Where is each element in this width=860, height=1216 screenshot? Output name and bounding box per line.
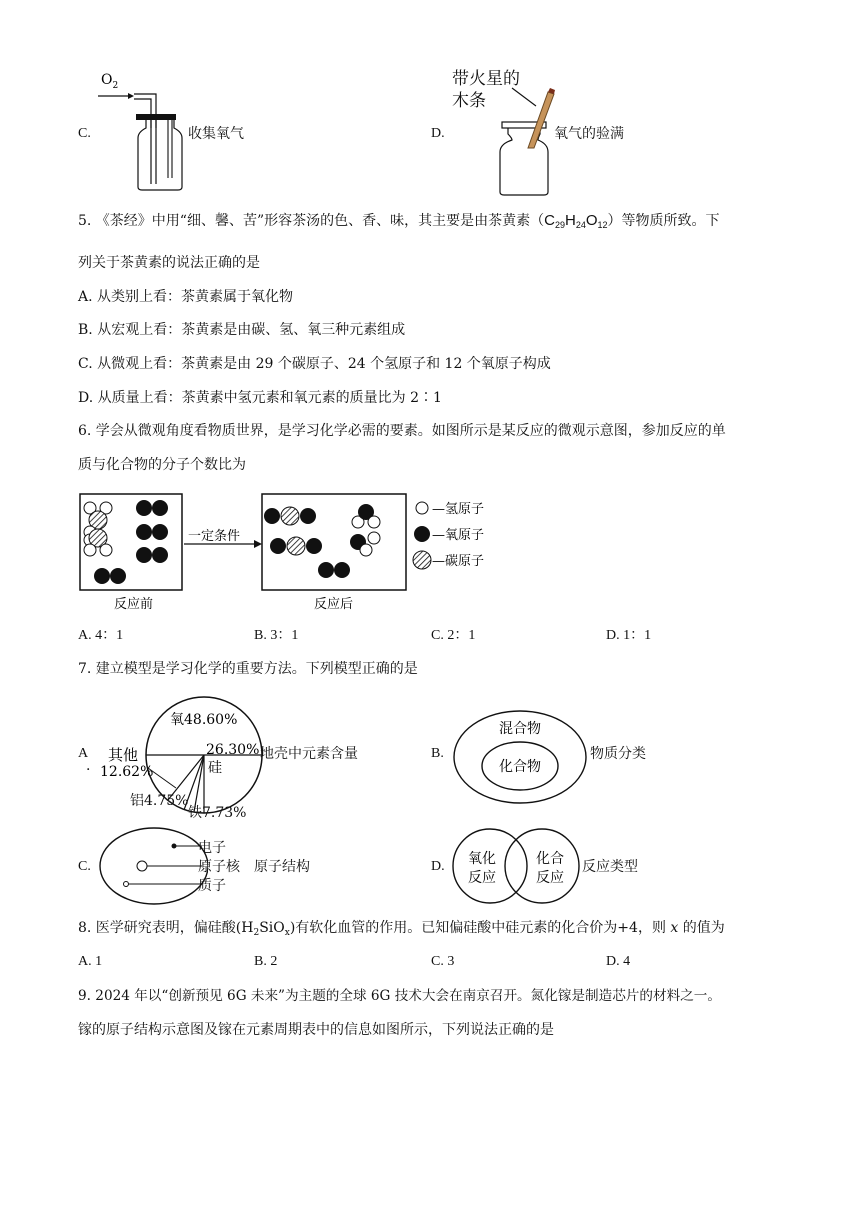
atom-structure-diagram <box>98 826 208 906</box>
theaflavin-formula: $C_{29}H_{24}O_{12}$ <box>544 212 608 230</box>
q5-option-b: B. 从宏观上看：茶黄素是由碳、氢、氧三种元素组成 <box>78 322 406 338</box>
after-label: 反应后 <box>314 597 354 612</box>
q6-stem-line1: 6. 学会从微观角度看物质世界，是学习化学必需的要素。如图所示是某反应的微观示意图，参加反应的单 <box>78 423 726 439</box>
q7-option-d-label: D. <box>431 859 445 874</box>
q7-option-d-caption: 反应类型 <box>582 859 638 875</box>
q6-option-a: A. 4：1 <box>78 628 124 643</box>
q4-option-d-label: D. <box>431 126 445 141</box>
glowing-stick-label-line2: 木条 <box>452 91 486 111</box>
legend-oxygen: —氧原子 <box>432 528 485 543</box>
q7-option-b-label: B. <box>431 746 444 761</box>
oxidation-line1: 氧化 <box>468 851 496 867</box>
q7-option-a-label: A <box>78 746 89 761</box>
pie-oxygen: 氧48.60% <box>170 712 238 728</box>
q8-option-a: A. 1 <box>78 954 103 969</box>
mixture-label: 混合物 <box>499 721 541 737</box>
q5-stem-line2: 列关于茶黄素的说法正确的是 <box>78 255 260 271</box>
before-label: 反应前 <box>114 597 154 612</box>
pie-aluminum: 铝4.75% <box>130 793 189 809</box>
q7-option-a-dot: · <box>86 762 91 778</box>
q5-option-a: A. 从类别上看：茶黄素属于氧化物 <box>78 289 294 305</box>
q8-option-c: C. 3 <box>431 954 455 969</box>
pie-other-pct: 12.62% <box>100 764 154 780</box>
q4-option-d-text: 氧气的验满 <box>554 126 624 142</box>
atom-proton-label: 质子 <box>198 878 226 894</box>
reaction-micro-diagram <box>78 488 508 612</box>
oxidation-line2: 反应 <box>468 870 496 886</box>
arrow-condition-label: 一定条件 <box>188 529 241 544</box>
reaction-type-venn <box>450 826 582 906</box>
pie-other: 其他 <box>108 746 139 764</box>
compound-label: 化合物 <box>499 759 541 775</box>
q5-stem-line1: 5. 《茶经》中用“细、馨、苦”形容茶汤的色、香、味，其主要是由茶黄素$(C_{29}H_{24}O_{12})$等物质所致。下 <box>78 212 720 230</box>
pie-silicon: 硅 <box>208 760 222 776</box>
q7-option-c-label: C. <box>78 859 91 874</box>
matter-classification-diagram <box>450 708 590 806</box>
q7-option-a-caption: 地壳中元素含量 <box>260 746 358 762</box>
q6-option-d: D. 1：1 <box>606 628 652 643</box>
q5-option-c: C. 从微观上看：茶黄素是由 29 个碳原子、24 个氢原子和 12 个氧原子构成 <box>78 356 551 372</box>
q7-stem: 7. 建立模型是学习化学的重要方法。下列模型正确的是 <box>78 661 418 677</box>
combination-line1: 化合 <box>536 851 564 867</box>
q9-stem-line1: 9. 2024 年以“创新预见 6G 未来”为主题的全球 6G 技术大会在南京召开。氮化镓是制造芯片的材料之一。 <box>78 988 721 1004</box>
q9-stem-line2: 镓的原子结构示意图及镓在元素周期表中的信息如图所示，下列说法正确的是 <box>78 1022 554 1038</box>
q4-option-c-text: 收集氧气 <box>188 126 244 142</box>
atom-electron-label: 电子 <box>198 840 226 856</box>
atom-nucleus-label: 原子核 <box>198 859 240 875</box>
legend-hydrogen: —氢原子 <box>432 502 485 517</box>
q6-option-b: B. 3：1 <box>254 628 299 643</box>
q8-stem: 8. 医学研究表明，偏硅酸$(H_2SiO_x)$有软化血管的作用。已知偏硅酸中硅元素的化合价为+4，则 x 的值为 <box>78 920 725 938</box>
q6-option-c: C. 2：1 <box>431 628 476 643</box>
combination-line2: 反应 <box>536 870 564 886</box>
pie-silicon-pct: 26.30% <box>206 742 260 758</box>
glowing-stick-label-line1: 带火星的 <box>452 69 520 89</box>
oxygen-formula: $O_2$ <box>101 72 119 91</box>
q6-stem-line2: 质与化合物的分子个数比为 <box>78 457 246 473</box>
q4-option-c-label: C. <box>78 126 91 141</box>
q5-option-d: D. 从质量上看：茶黄素中氢元素和氧元素的质量比为 2∶1 <box>78 390 442 406</box>
pie-iron: 铁7.73% <box>188 805 247 821</box>
gas-collection-bottle-figure <box>96 66 186 192</box>
q8-option-b: B. 2 <box>254 954 278 969</box>
q8-option-d: D. 4 <box>606 954 631 969</box>
q7-option-c-caption: 原子结构 <box>254 859 310 875</box>
legend-carbon: —碳原子 <box>432 554 485 569</box>
q7-option-b-caption: 物质分类 <box>590 746 646 762</box>
